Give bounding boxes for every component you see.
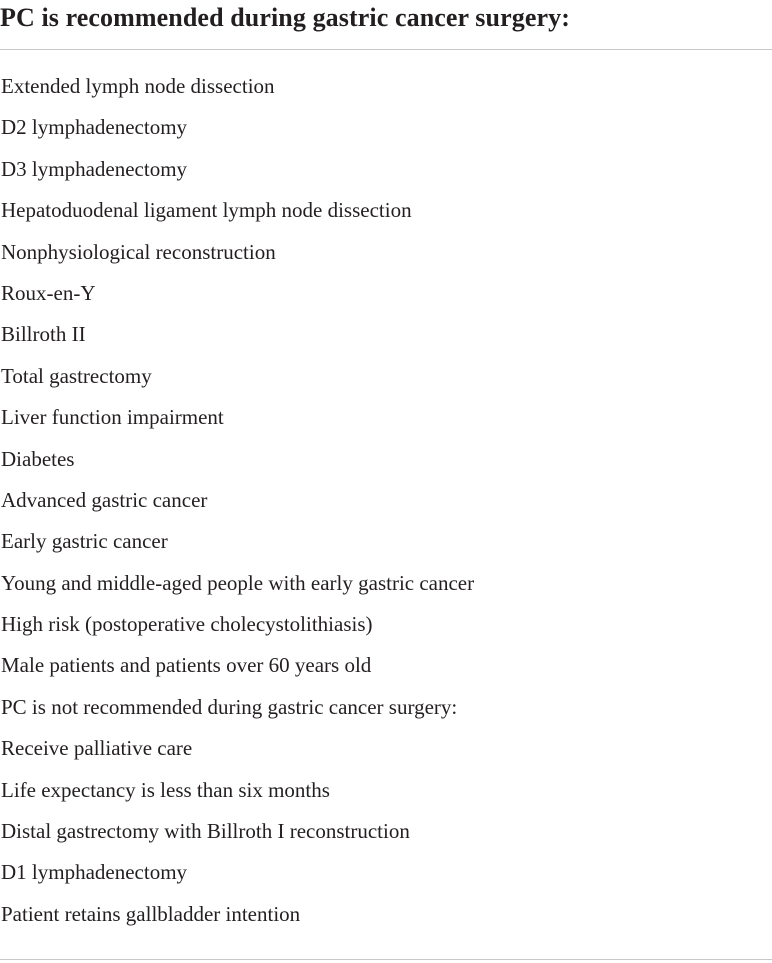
table-cell: Diabetes [1,446,75,471]
table-cell: Hepatoduodenal ligament lymph node dissection [1,198,412,223]
table-body [0,66,772,935]
table-row [0,439,772,480]
table-cell: Advanced gastric cancer [1,487,208,512]
table-cell: Patient retains gallbladder intention [1,901,301,926]
header-title: PC is recommended during gastric cancer surgery: [0,3,570,32]
table-cell: Extended lymph node dissection [1,74,275,98]
table-cell: Liver function impairment [1,405,224,430]
table-row [0,190,772,231]
section-heading-cell: PC is not recommended during gastric cancer surgery: [1,694,458,719]
table-cell: Young and middle-aged people with early gastric cancer [1,570,475,595]
table-row [0,687,772,728]
table-bottom-rule [0,959,772,960]
table-cell: Distal gastrectomy with Billroth I reconstruction [1,819,410,844]
table-row [0,770,772,811]
table-row [0,356,772,397]
table-row [0,811,772,852]
table-row [0,521,772,562]
table-row [0,728,772,769]
table-row [0,232,772,273]
table-cell: High risk (postoperative cholecystolithiasis) [1,612,373,637]
table-row [0,66,772,107]
table-cell: Early gastric cancer [1,529,168,554]
table-cell: Male patients and patients over 60 years old [1,653,372,678]
table-cell: Roux-en-Y [1,280,96,305]
table-row [0,314,772,355]
table-cell: D2 lymphadenectomy [1,115,188,140]
table-cell: D3 lymphadenectomy [1,156,188,181]
table-row [0,273,772,314]
table-cell: Total gastrectomy [1,363,152,388]
table-row [0,480,772,521]
table-row [0,107,772,148]
table-cell: D1 lymphadenectomy [1,860,188,885]
table-row [0,149,772,190]
table-row [0,604,772,645]
table-cell: Billroth II [1,322,86,347]
table-header [0,0,772,50]
table-cell: Life expectancy is less than six months [1,777,330,802]
table-row [0,397,772,438]
table-row [0,563,772,604]
table-row [0,894,772,935]
table-cell: Nonphysiological reconstruction [1,239,276,264]
table-row [0,852,772,893]
table-row [0,645,772,686]
table-cell: Receive palliative care [1,736,193,761]
